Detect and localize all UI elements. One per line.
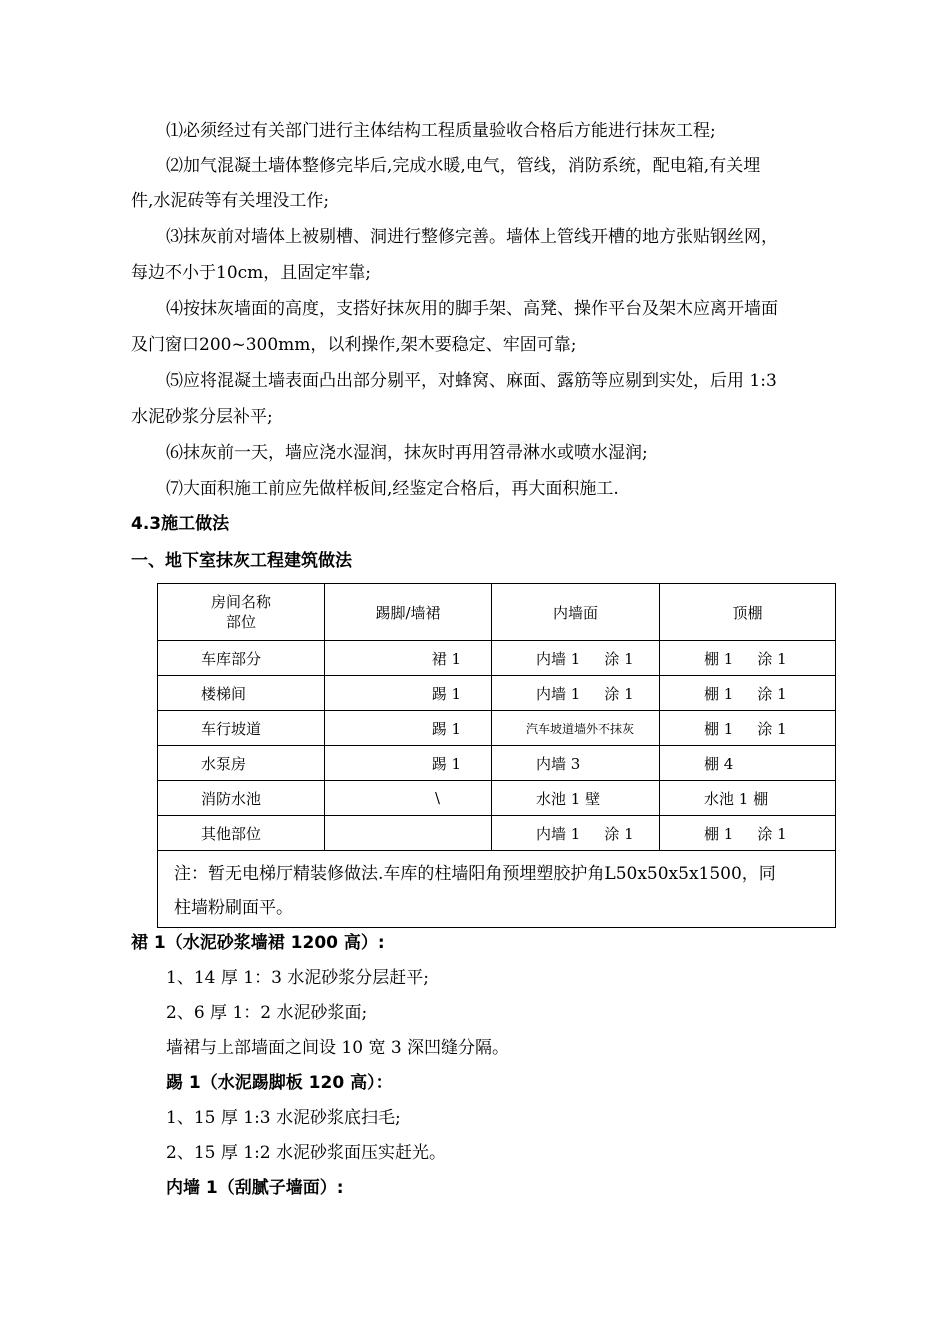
ceiling-code: 棚 4 (704, 754, 734, 773)
table-row (158, 781, 836, 816)
section-number-heading: 4.3施工做法 (131, 514, 230, 534)
wall-code: 内墙 1 (536, 824, 581, 843)
table-note (158, 851, 836, 928)
paragraph-4: ⑷按抹灰墙面的高度，支搭好抹灰用的脚手架、高凳、操作平台及架木应离开墙面 (166, 299, 778, 319)
wall-coating: 涂 1 (604, 824, 634, 843)
ceiling-cell (660, 816, 836, 851)
ceiling-coating: 涂 1 (757, 719, 787, 738)
skirt-1-item-1: 1、14 厚 1：3 水泥砂浆分层赶平; (166, 968, 430, 988)
wall-code: 内墙 3 (536, 754, 581, 773)
skirting-cell: 裙 1 (325, 641, 492, 676)
ceiling-cell (660, 746, 836, 781)
skirting-cell (325, 816, 492, 851)
table-row (158, 676, 836, 711)
kick-1-item-1: 1、15 厚 1:3 水泥砂浆底扫毛; (166, 1108, 401, 1128)
kick-1-item-2: 2、15 厚 1:2 水泥砂浆面压实赶光。 (166, 1143, 447, 1163)
header-interior-wall: 内墙面 (492, 584, 660, 641)
room-name: 水泵房 (158, 746, 325, 781)
section-title-heading: 一、地下室抹灰工程建筑做法 (131, 551, 352, 571)
skirt-1-heading: 裙 1（水泥砂浆墙裙 1200 高）: (131, 933, 385, 953)
wall-code: 内墙 1 (536, 684, 581, 703)
wall-coating: 涂 1 (604, 684, 634, 703)
ceiling-cell (660, 781, 836, 816)
skirting-cell: 踢 1 (325, 746, 492, 781)
skirting-cell: 踢 1 (325, 711, 492, 746)
table-row (158, 816, 836, 851)
room-name: 其他部位 (158, 816, 325, 851)
wall-code: 内墙 1 (536, 649, 581, 668)
paragraph-7: ⑺大面积施工前应先做样板间,经鉴定合格后，再大面积施工. (166, 479, 619, 499)
paragraph-6: ⑹抹灰前一天，墙应浇水湿润，抹灰时再用笤帚淋水或喷水湿润; (166, 443, 648, 463)
paragraph-4-cont: 及门窗口200~300mm，以利操作,架木要稳定、牢固可靠; (131, 335, 577, 355)
header-room-label: 房间名称 (210, 593, 271, 611)
ceiling-cell (660, 711, 836, 746)
ceiling-code: 棚 1 (704, 824, 734, 843)
header-skirting: 踢脚/墙裙 (325, 584, 492, 641)
paragraph-5: ⑸应将混凝土墙表面凸出部分剔平，对蜂窝、麻面、露筋等应剔到实处，后用 1:3 (166, 371, 777, 391)
finish-schedule-table (157, 583, 836, 928)
wall-cell (492, 746, 660, 781)
ceiling-code: 水池 1 棚 (704, 789, 769, 808)
ceiling-code: 棚 1 (704, 684, 734, 703)
room-name: 楼梯间 (158, 676, 325, 711)
wall-cell (492, 711, 660, 746)
wall-cell (492, 676, 660, 711)
ceiling-coating: 涂 1 (757, 684, 787, 703)
ceiling-cell (660, 676, 836, 711)
paragraph-3-cont: 每边不小于10cm，且固定牢靠; (131, 263, 371, 283)
wall-cell (492, 816, 660, 851)
note-line-1: 注：暂无电梯厅精装修做法.车库的柱墙阳角预埋塑胶护角L50x50x5x1500，同 (174, 864, 776, 884)
table-header-row (158, 584, 836, 641)
ceiling-coating: 涂 1 (757, 824, 787, 843)
room-name: 消防水池 (158, 781, 325, 816)
paragraph-1: ⑴必须经过有关部门进行主体结构工程质量验收合格后方能进行抹灰工程; (166, 121, 716, 141)
paragraph-2-cont: 件,水泥砖等有关埋没工作; (131, 191, 330, 211)
paragraph-3: ⑶抹灰前对墙体上被剔槽、洞进行整修完善。墙体上管线开槽的地方张贴钢丝网， (166, 227, 778, 247)
paragraph-5-cont: 水泥砂浆分层补平; (131, 407, 273, 427)
header-room-part (158, 584, 325, 641)
header-ceiling: 顶棚 (660, 584, 836, 641)
ceiling-cell (660, 641, 836, 676)
ceiling-coating: 涂 1 (757, 649, 787, 668)
table-row (158, 711, 836, 746)
header-part-label: 部位 (225, 613, 256, 631)
wall-cell (492, 641, 660, 676)
skirt-1-item-3: 墙裙与上部墙面之间设 10 宽 3 深凹缝分隔。 (166, 1038, 510, 1058)
wall-coating: 涂 1 (604, 649, 634, 668)
wall-1-heading: 内墙 1（刮腻子墙面）: (166, 1178, 344, 1198)
skirting-cell: \ (325, 781, 492, 816)
skirting-cell: 踢 1 (325, 676, 492, 711)
ceiling-code: 棚 1 (704, 649, 734, 668)
table-row (158, 746, 836, 781)
room-name: 车库部分 (158, 641, 325, 676)
kick-1-heading: 踢 1（水泥踢脚板 120 高）： (166, 1073, 393, 1093)
wall-cell (492, 781, 660, 816)
wall-note: 汽车坡道墙外不抹灰 (526, 722, 635, 736)
skirt-1-item-2: 2、6 厚 1：2 水泥砂浆面; (166, 1003, 368, 1023)
table-row (158, 641, 836, 676)
paragraph-2: ⑵加气混凝土墙体整修完毕后,完成水暖,电气，管线，消防系统，配电箱,有关埋 (166, 156, 761, 176)
wall-code: 水池 1 壁 (536, 789, 601, 808)
room-name: 车行坡道 (158, 711, 325, 746)
table-note-row (158, 851, 836, 928)
ceiling-code: 棚 1 (704, 719, 734, 738)
note-line-2: 柱墙粉刷面平。 (174, 898, 293, 918)
